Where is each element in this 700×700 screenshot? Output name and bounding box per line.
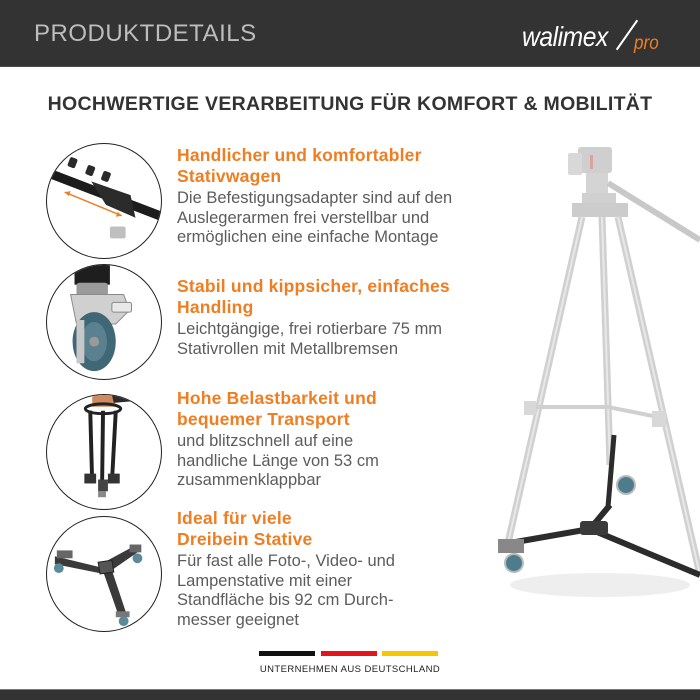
feature-item-stative bbox=[177, 508, 507, 630]
header-bar bbox=[0, 0, 700, 67]
feature-desc-line: messer geeignet bbox=[177, 610, 299, 629]
feature-desc-line: handliche Länge von 53 cm bbox=[177, 451, 379, 470]
folded-dolly-carry-icon bbox=[46, 394, 162, 510]
tripod-dolly-icon bbox=[46, 516, 162, 632]
feature-title bbox=[177, 508, 507, 550]
feature-title-line: Ideal für viele bbox=[177, 508, 292, 528]
feature-desc-line: Standfläche bis 92 cm Durch- bbox=[177, 591, 394, 609]
feature-description bbox=[177, 320, 507, 359]
feature-title-line: Stabil und kippsicher, einfaches bbox=[177, 276, 450, 296]
feature-title bbox=[177, 145, 507, 187]
product-photo-tripod-dolly bbox=[490, 135, 700, 635]
feature-description bbox=[177, 552, 507, 630]
feature-desc-line: Für fast alle Foto-, Video- und bbox=[177, 552, 395, 570]
caster-wheel-icon bbox=[46, 264, 162, 380]
german-flag-icon bbox=[259, 651, 439, 656]
feature-desc-line: Lampenstative mit einer bbox=[177, 571, 353, 590]
feature-title-line: Handlicher und komfortabler bbox=[177, 145, 422, 165]
footer-bar bbox=[0, 689, 700, 700]
made-in-germany-label: UNTERNEHMEN AUS DEUTSCHLAND bbox=[259, 664, 441, 675]
feature-title-line: bequemer Transport bbox=[177, 409, 350, 429]
feature-desc-line: Auslegerarmen frei verstellbar und bbox=[177, 208, 430, 227]
feature-desc-line: zusammenklappbar bbox=[177, 471, 321, 489]
adjustable-adapter-arm-icon bbox=[46, 143, 162, 259]
flag-bar-red bbox=[321, 651, 377, 656]
feature-title bbox=[177, 276, 507, 318]
feature-description bbox=[177, 189, 507, 248]
feature-title-line: Stativwagen bbox=[177, 166, 282, 186]
feature-item-handling bbox=[177, 276, 507, 359]
feature-title-line: Handling bbox=[177, 297, 254, 317]
feature-desc-line: Leichtgängige, frei rotierbare 75 mm bbox=[177, 320, 443, 338]
flag-bar-black bbox=[259, 651, 315, 656]
feature-desc-line: Stativrollen mit Metallbremsen bbox=[177, 339, 398, 358]
page-title: PRODUKTDETAILS bbox=[34, 20, 257, 47]
feature-desc-line: ermöglichen eine einfache Montage bbox=[177, 228, 439, 246]
brand-logo bbox=[522, 19, 672, 53]
logo-wordmark: walimex bbox=[522, 21, 608, 52]
logo-suffix: pro bbox=[634, 33, 659, 54]
flag-bar-gold bbox=[382, 651, 438, 656]
feature-description bbox=[177, 432, 507, 491]
feature-title bbox=[177, 388, 507, 430]
feature-title-line: Hohe Belastbarkeit und bbox=[177, 388, 377, 408]
feature-title-line: Dreibein Stative bbox=[177, 529, 313, 549]
feature-desc-line: Die Befestigungsadapter sind auf den bbox=[177, 189, 453, 207]
feature-item-transport bbox=[177, 388, 507, 491]
section-heading: HOCHWERTIGE VERARBEITUNG FÜR KOMFORT & MOBILITÄT bbox=[47, 93, 653, 115]
feature-item-stativwagen bbox=[177, 145, 507, 248]
feature-desc-line: und blitzschnell auf eine bbox=[177, 432, 354, 450]
